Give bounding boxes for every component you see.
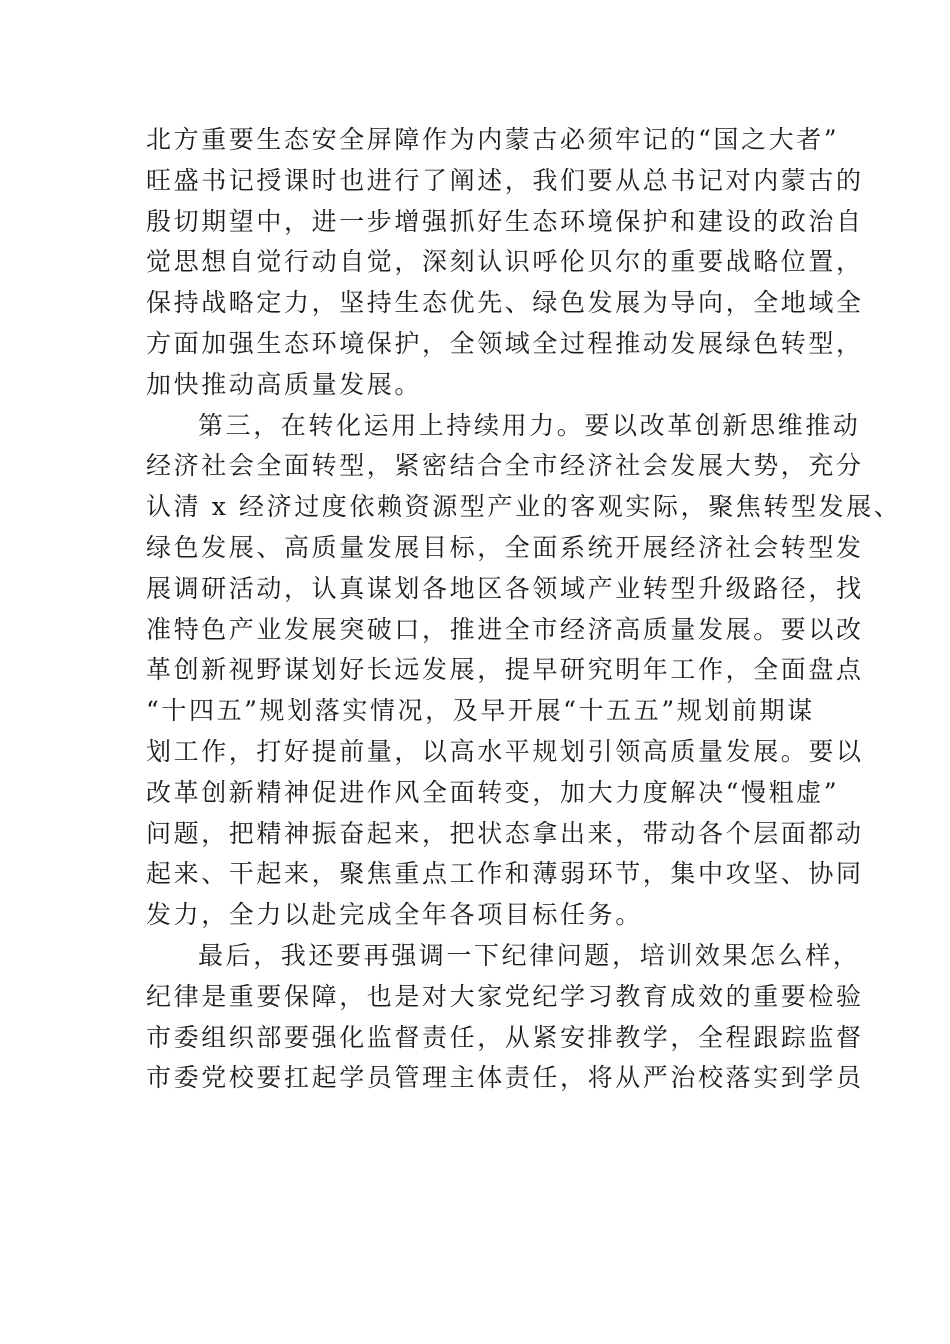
text-line: 保持战略定力，坚持生态优先、绿色发展为导向，全地域全 [146, 288, 864, 318]
text-line: 市委组织部要强化监督责任，从紧安排教学，全程跟踪监督 [146, 1022, 864, 1052]
text-line: 起来、干起来，聚焦重点工作和薄弱环节，集中攻坚、协同 [146, 859, 864, 889]
text-line: 市委党校要扛起学员管理主体责任，将从严治校落实到学员 [146, 1063, 864, 1093]
document-body [146, 120, 902, 1099]
text-line: 经济社会全面转型，紧密结合全市经济社会发展大势，充分 [146, 451, 864, 481]
text-line: 加快推动高质量发展。 [146, 369, 423, 399]
text-line: 觉思想自觉行动自觉，深刻认识呼伦贝尔的重要战略位置， [146, 247, 864, 277]
paragraph-start-line: 第三，在转化运用上持续用力。要以改革创新思维推动 [198, 410, 861, 440]
text-line: 改革创新精神促进作风全面转变，加大力度解决“慢粗虚” [146, 777, 840, 807]
text-line: 准特色产业发展突破口，推进全市经济高质量发展。要以改 [146, 614, 864, 644]
text-line: 展调研活动，认真谋划各地区各领域产业转型升级路径，找 [146, 573, 864, 603]
text-line: 划工作，打好提前量，以高水平规划引领高质量发展。要以 [146, 736, 864, 766]
text-line: 旺盛书记授课时也进行了阐述，我们要从总书记对内蒙古的 [146, 165, 864, 195]
text-line: 认清 x 经济过度依赖资源型产业的客观实际，聚焦转型发展、 [146, 492, 902, 522]
text-line: 革创新视野谋划好长远发展，提早研究明年工作，全面盘点 [146, 655, 864, 685]
paragraph-start-line: 最后，我还要再强调一下纪律问题，培训效果怎么样， [198, 940, 861, 970]
text-line: 绿色发展、高质量发展目标，全面系统开展经济社会转型发 [146, 532, 864, 562]
text-line: 殷切期望中，进一步增强抓好生态环境保护和建设的政治自 [146, 206, 864, 236]
text-line: 北方重要生态安全屏障作为内蒙古必须牢记的“国之大者” [146, 125, 840, 154]
text-line: 纪律是重要保障，也是对大家党纪学习教育成效的重要检验 [146, 981, 864, 1011]
text-line: “十四五”规划落实情况，及早开展“十五五”规划前期谋 [146, 696, 815, 726]
text-line: 方面加强生态环境保护，全领域全过程推动发展绿色转型， [146, 328, 864, 358]
text-line: 发力，全力以赴完成全年各项目标任务。 [146, 900, 643, 930]
text-line: 问题，把精神振奋起来，把状态拿出来，带动各个层面都动 [146, 818, 864, 848]
